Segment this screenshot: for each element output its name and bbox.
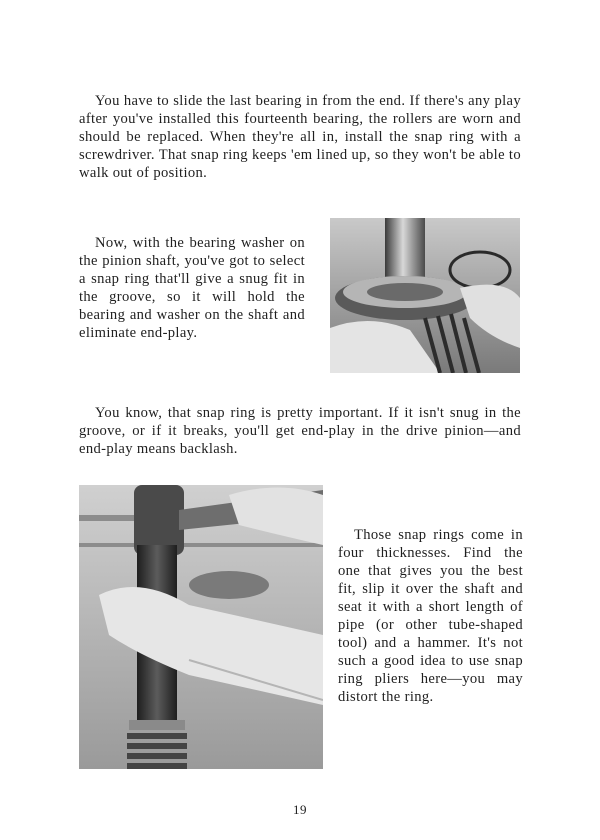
page-number: 19: [293, 802, 307, 817]
paragraph-bearing-install: You have to slide the last bearing in from the end. If there's any play after you've installed this fourteenth bearing, the rollers are worn and should be replaced. When they're all in, install the snap ring with a screwdriver. That snap ring keeps 'em lined up, so they won't be able to walk out of position.: [79, 93, 521, 181]
paragraph-snap-ring-importance: You know, that snap ring is pretty important. If it isn't snug in the groove, or if it breaks, you'll get end-play in the drive pinion—and end-play means backlash.: [79, 405, 521, 457]
paragraph-snap-ring-thicknesses: Those snap rings come in four thicknesses. Find the one that gives you the best fit, slip it over the shaft and seat it with a short length of pipe (or other tube-shaped tool) and a hammer. It's not such a good idea to use snap ring pliers here—you may distort the ring.: [338, 527, 523, 705]
photo-seating-snap-ring-with-hammer: [79, 485, 323, 769]
photo-snap-ring-on-pinion-shaft: [330, 218, 520, 373]
paragraph-select-snap-ring: Now, with the bearing washer on the pinion shaft, you've got to select a snap ring that'll give a snug fit in the groove, so it will hold the bearing and washer on the shaft and eliminate end-play.: [79, 235, 305, 341]
